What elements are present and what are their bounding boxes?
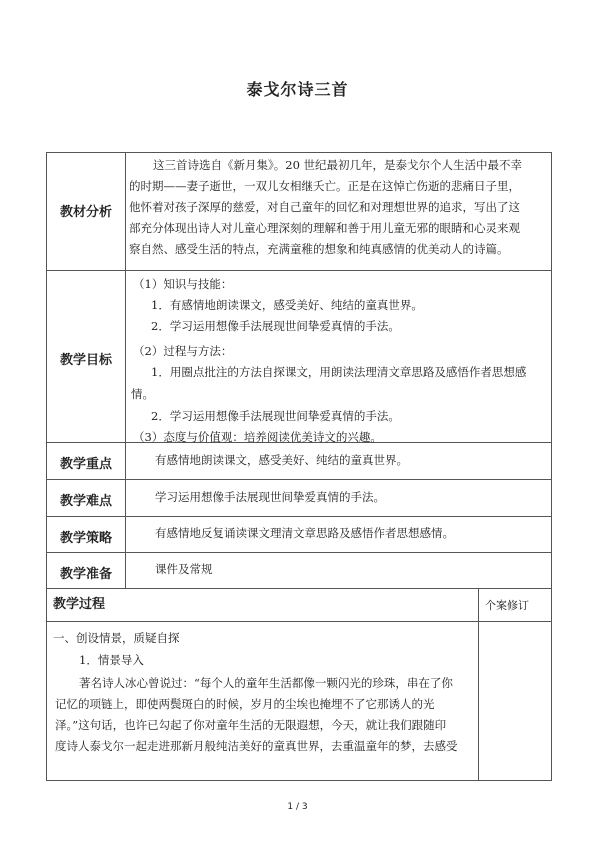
prep-text: 课件及常规	[155, 562, 213, 576]
row-divider	[47, 479, 551, 480]
process-text	[55, 673, 475, 757]
process-section-heading: 一、创设情景，质疑自探	[53, 631, 180, 645]
revision-column-divider	[478, 588, 479, 780]
label-column-divider	[125, 153, 126, 588]
analysis-text	[129, 155, 545, 260]
analysis-line: 察自然、感受生活的特点，充满童稚的想象和纯真感情的优美动人的诗篇。	[129, 242, 509, 256]
label-analysis: 教材分析	[59, 205, 112, 220]
focus-text: 有感情地朗读课文，感受美好、纯结的童真世界。	[155, 453, 408, 467]
row-divider	[47, 270, 551, 271]
process-line: 著名诗人冰心曾说过：“每个人的童年生活都像一颗闪光的珍珠，串在了你	[79, 676, 453, 690]
difficulty-text: 学习运用想像手法展现世间挚爱真情的手法。	[155, 490, 385, 504]
analysis-line: 的时期——妻子逝世，一双儿女相继夭亡。正是在这悼亡伤逝的悲痛日子里，	[129, 179, 520, 193]
strategy-text: 有感情地反复诵读课文理清文章思路及感悟作者思想感情。	[155, 526, 454, 540]
label-process: 教学过程	[53, 597, 106, 612]
goal-line: 情。	[131, 387, 154, 401]
goal-line: 2．学习运用想像手法展现世间挚爱真情的手法。	[151, 319, 400, 333]
row-divider	[47, 516, 551, 517]
revision-header: 个案修订	[485, 599, 529, 612]
lesson-plan-table	[46, 152, 552, 781]
row-divider	[47, 621, 551, 622]
process-line: 泽。”这句话，也许已勾起了你对童年生活的无限遐想，今天，就让我们跟随印	[55, 718, 447, 732]
goal-line: （2）过程与方法：	[133, 344, 233, 358]
label-goals: 教学目标	[59, 353, 112, 368]
goal-line: （3）态度与价值观：培养阅读优美诗文的兴趣。	[133, 430, 382, 444]
process-line: 记忆的项链上，即使两鬓斑白的时候，岁月的尘埃也掩埋不了它那诱人的光	[55, 697, 435, 711]
goal-line: 1．用圈点批注的方法自探课文，用朗读法理清文章思路及感悟作者思想感	[151, 365, 527, 379]
process-line: 度诗人泰戈尔一起走进那新月般纯洁美好的童真世界，去重温童年的梦，去感受	[55, 739, 458, 753]
process-subsection-heading: 1．情景导入	[79, 653, 144, 667]
goal-line: 1．有感情地朗读课文，感受美好、纯结的童真世界。	[151, 298, 423, 312]
goal-line: （1）知识与技能：	[133, 277, 233, 291]
row-divider	[47, 588, 551, 589]
row-divider	[47, 552, 551, 553]
label-strategy: 教学策略	[59, 531, 112, 546]
analysis-line: 部充分体现出诗人对儿童心理深刻的理解和善于用儿童无邪的眼睛和心灵来观	[129, 221, 520, 235]
label-prep: 教学准备	[59, 567, 112, 582]
document-title: 泰戈尔诗三首	[246, 80, 349, 99]
label-focus: 教学重点	[59, 457, 112, 472]
analysis-line: 这三首诗选自《新月集》。20 世纪最初几年，是泰戈尔个人生活中最不幸	[153, 158, 523, 172]
page-number: 1 / 3	[287, 802, 308, 812]
analysis-line: 他怀着对孩子深厚的慈爱，对自己童年的回忆和对理想世界的追求，写出了这	[129, 200, 520, 214]
goal-line: 2．学习运用想像手法展现世间挚爱真情的手法。	[151, 409, 400, 423]
label-difficulty: 教学难点	[59, 494, 112, 509]
